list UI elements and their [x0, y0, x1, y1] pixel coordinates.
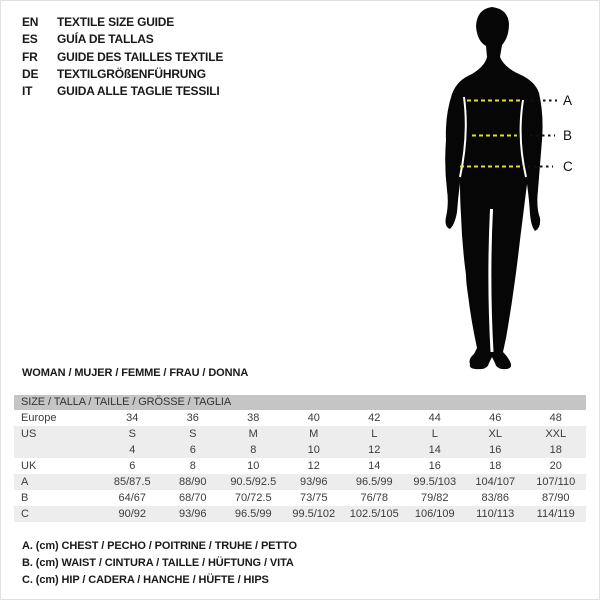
- table-cell: 93/96: [299, 476, 328, 488]
- table-cell: 106/109: [414, 508, 455, 520]
- row-label: Europe: [21, 412, 57, 424]
- measure-label-hip: C: [563, 159, 573, 174]
- table-cell: 40: [307, 412, 320, 424]
- legend-hip: C. (cm) HIP / CADERA / HANCHE / HÜFTE / HIPS: [22, 574, 269, 587]
- table-cell: 6: [129, 460, 136, 472]
- table-cell: 18: [489, 460, 502, 472]
- table-row-us: [14, 426, 586, 442]
- table-cell: XXL: [545, 428, 567, 440]
- row-label: B: [21, 492, 29, 504]
- table-cell: 38: [247, 412, 260, 424]
- table-cell: 36: [186, 412, 199, 424]
- table-cell: 104/107: [475, 476, 516, 488]
- table-cell: 73/75: [299, 492, 328, 504]
- table-cell: 102.5/105: [349, 508, 399, 520]
- measure-label-waist: B: [563, 128, 573, 143]
- table-cell: 96.5/99: [234, 508, 272, 520]
- table-cell: 14: [428, 444, 441, 456]
- row-label: [14, 442, 102, 458]
- row-label: A: [21, 476, 29, 488]
- legend-chest: A. (cm) CHEST / PECHO / POITRINE / TRUHE / PETTO: [22, 540, 297, 552]
- table-cell: XL: [488, 428, 502, 440]
- table-cell: 10: [247, 460, 260, 472]
- table-cell: 6: [189, 444, 196, 456]
- table-cell: M: [248, 428, 258, 440]
- table-cell: 96.5/99: [355, 476, 393, 488]
- table-cell: 8: [250, 444, 257, 456]
- section-title: WOMAN / MUJER / FEMME / FRAU / DONNA: [22, 367, 249, 379]
- table-cell: 42: [368, 412, 381, 424]
- table-cell: 114/119: [536, 508, 575, 520]
- measure-label-chest: A: [563, 93, 573, 108]
- table-cell: 34: [126, 412, 139, 424]
- table-cell: 70/72.5: [234, 492, 272, 504]
- table-cell: 8: [189, 460, 196, 472]
- row-label: UK: [21, 460, 37, 472]
- size-table-header: SIZE / TALLA / TAILLE / GRÖSSE / TAGLIA: [14, 395, 586, 410]
- table-cell: 68/70: [178, 492, 207, 504]
- row-label: C: [21, 508, 29, 520]
- table-cell: 12: [368, 444, 381, 456]
- table-cell: 16: [428, 460, 441, 472]
- language-label: GUIDE DES TAILLES TEXTILE: [57, 49, 224, 64]
- table-row-uk: [14, 458, 586, 474]
- table-cell: 20: [549, 460, 562, 472]
- table-row-hip: [14, 506, 586, 522]
- table-cell: 14: [368, 460, 381, 472]
- table-cell: 107/110: [536, 476, 576, 488]
- legend-waist: B. (cm) WAIST / CINTURA / TAILLE / HÜFTUNG / VITA: [22, 557, 294, 570]
- table-cell: 110/113: [476, 508, 515, 520]
- table-cell: 90/92: [118, 508, 147, 520]
- table-cell: 4: [129, 444, 136, 456]
- table-cell: 76/78: [360, 492, 389, 504]
- language-code: IT: [22, 84, 33, 99]
- table-cell: 44: [428, 412, 441, 424]
- language-code: FR: [22, 49, 38, 64]
- table-cell: 18: [549, 444, 562, 456]
- language-label: TEXTILE SIZE GUIDE: [57, 15, 175, 29]
- table-cell: M: [309, 428, 319, 440]
- table-cell: 99.5/102: [292, 508, 336, 520]
- table-cell: L: [371, 428, 378, 440]
- measurement-legend: [22, 538, 297, 590]
- size-table: [14, 395, 586, 522]
- table-row-europe: [14, 410, 586, 426]
- table-row-chest: [14, 474, 586, 490]
- table-row-waist: [14, 490, 586, 506]
- table-cell: 93/96: [178, 508, 207, 520]
- table-cell: 64/67: [118, 492, 147, 504]
- language-label: TEXTILGRÖßENFÜHRUNG: [57, 66, 206, 81]
- row-label: US: [21, 428, 37, 440]
- table-cell: L: [431, 428, 438, 440]
- table-cell: S: [189, 428, 197, 440]
- table-cell: 90.5/92.5: [230, 476, 277, 488]
- language-code: EN: [22, 15, 39, 29]
- table-row-us-numeric: [14, 442, 586, 458]
- table-cell: 46: [489, 412, 502, 424]
- table-cell: 79/82: [420, 492, 449, 504]
- woman-silhouette: [445, 7, 542, 369]
- table-cell: S: [128, 428, 136, 440]
- table-cell: 16: [489, 444, 502, 456]
- language-label: GUIDA ALLE TAGLIE TESSILI: [57, 84, 220, 99]
- table-cell: 85/87.5: [113, 476, 151, 488]
- language-code: DE: [22, 66, 39, 81]
- table-cell: 10: [307, 444, 320, 456]
- table-cell: 48: [549, 412, 562, 424]
- table-cell: 83/86: [481, 492, 510, 504]
- table-cell: 87/90: [541, 492, 570, 504]
- table-cell: 99.5/103: [413, 476, 457, 488]
- language-label: GUÍA DE TALLAS: [57, 32, 154, 47]
- table-cell: 88/90: [178, 476, 207, 488]
- language-code: ES: [22, 32, 38, 47]
- table-cell: 12: [307, 460, 320, 472]
